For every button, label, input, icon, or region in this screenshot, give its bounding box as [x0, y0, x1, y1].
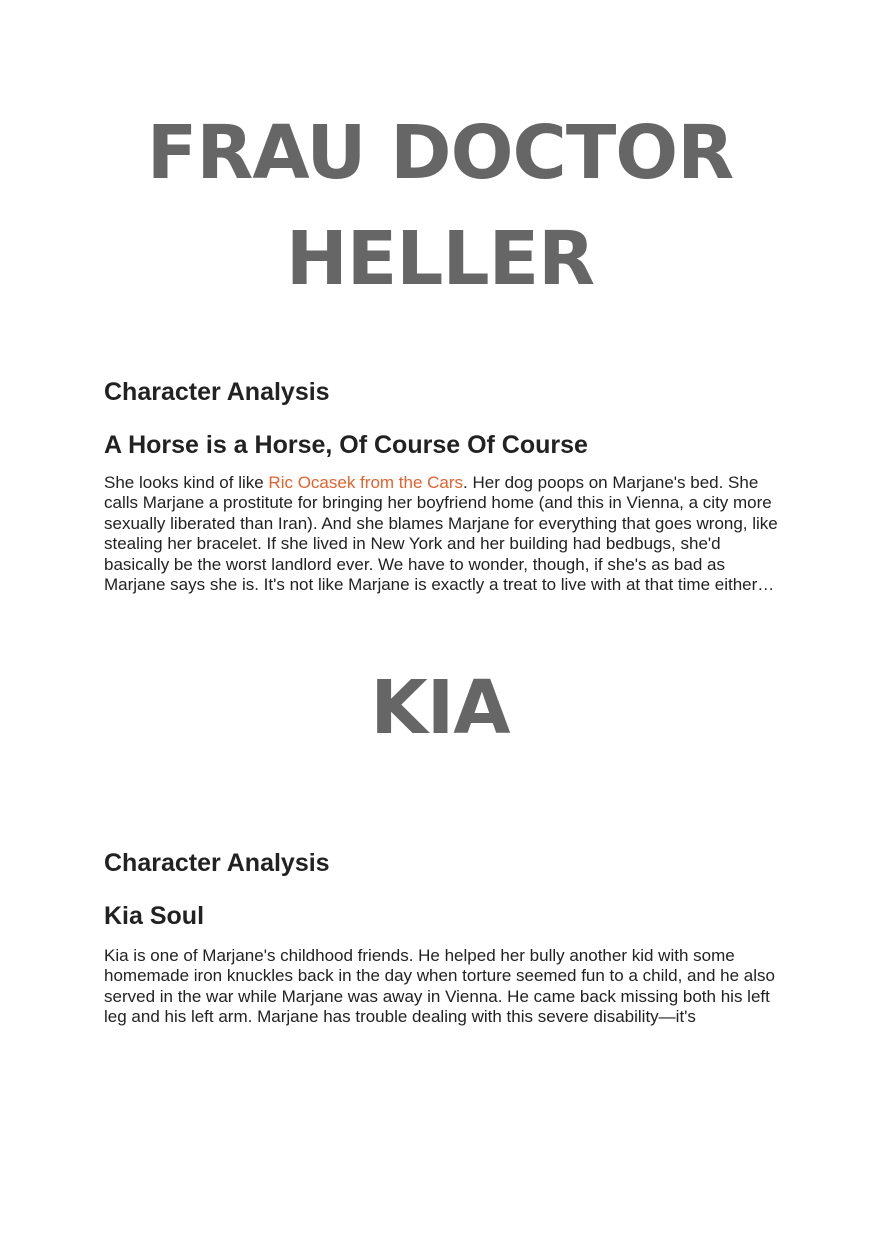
character-title-heller-line1: FRAU DOCTOR [146, 110, 734, 196]
subheading-kia: Kia Soul [104, 902, 205, 930]
section-label-kia: Character Analysis [104, 849, 330, 877]
section-label-heller: Character Analysis [104, 378, 330, 406]
character-title-heller-line2: HELLER [285, 216, 595, 302]
character-title-kia: KIA [370, 665, 510, 751]
subheading-heller: A Horse is a Horse, Of Course Of Course [104, 431, 588, 459]
paragraph-heller-text-end: . Her dog poops on Marjane's bed. She calls Marjane a prostitute for bringing her boyfriend home (and this in Vienna, a city more sexually liberated than Iran). And she blames Marjane for everything that goes wrong, like stealing her bracelet. If she lived in New York and her building had bedbugs, she'd basically be the worst landlord ever. We have to wonder, though, if she's as bad as Marjane says she is. It's not like Marjane is exactly a treat to live with at that time either… [104, 473, 778, 595]
ric-ocasek-link[interactable]: Ric Ocasek from the Cars [268, 473, 464, 492]
character-title-heller [60, 100, 820, 312]
paragraph-kia: Kia is one of Marjane's childhood friends. He helped her bully another kid with some homemade iron knuckles back in the day when torture seemed fun to a child, and he also served in the war while Marjane was away in Vienna. He came back missing both his left leg and his left arm. Marjane has trouble dealing with this severe disability—it's [104, 946, 775, 1027]
paragraph-heller [104, 473, 784, 595]
paragraph-heller-text-start: She looks kind of like [104, 473, 269, 492]
